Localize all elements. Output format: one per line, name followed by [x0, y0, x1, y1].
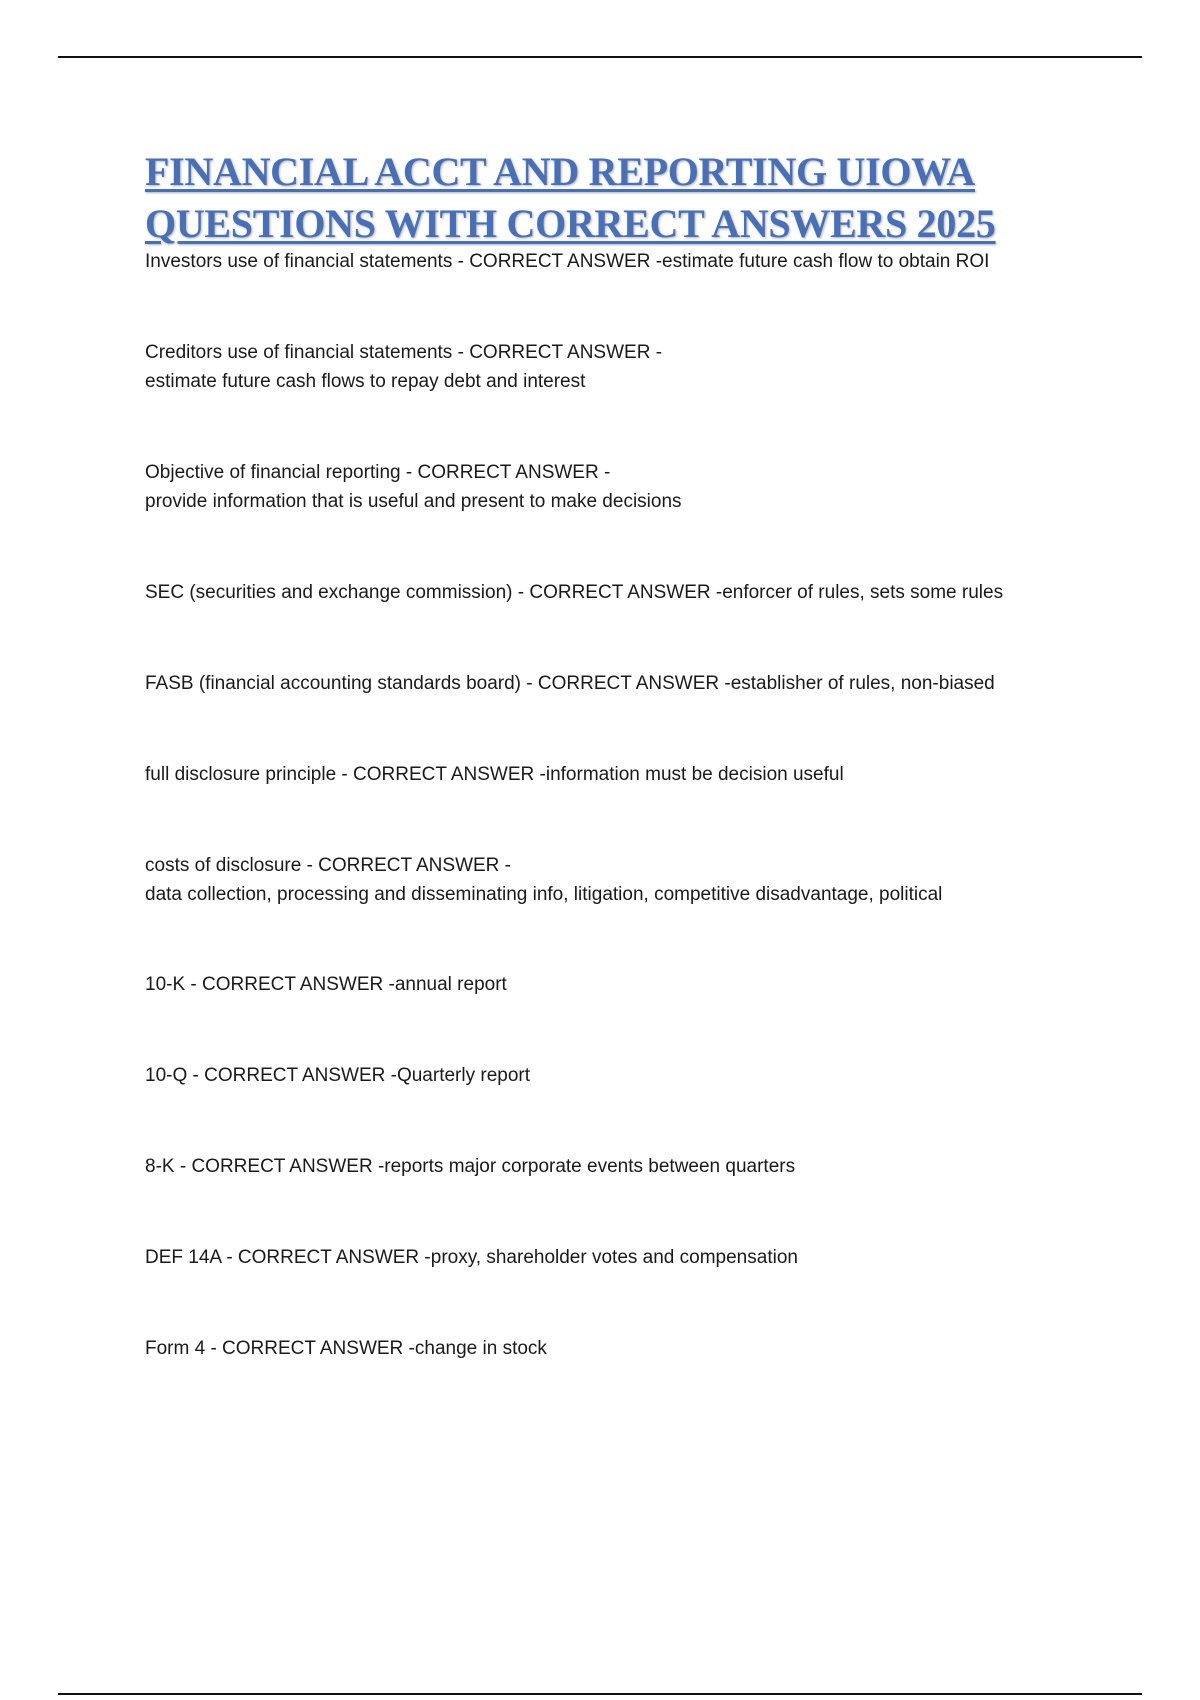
qa-item-sec: [145, 578, 1145, 607]
qa-item-investors: [145, 247, 1145, 276]
qa-text: 10-K - CORRECT ANSWER -annual report: [145, 974, 507, 995]
title-line-2: QUESTIONS WITH CORRECT ANSWERS 2025: [145, 201, 996, 246]
qa-text: full disclosure principle - CORRECT ANSWER -information must be decision useful: [145, 764, 844, 785]
top-rule: [58, 56, 1142, 58]
qa-text: Form 4 - CORRECT ANSWER -change in stock: [145, 1338, 547, 1359]
qa-answer: data collection, processing and disseminating info, litigation, competitive disadvantage, political: [145, 884, 943, 905]
qa-answer: estimate future cash flows to repay debt and interest: [145, 371, 586, 392]
qa-item-creditors: [145, 338, 1145, 396]
qa-text: Objective of financial reporting - CORRECT ANSWER -: [145, 462, 611, 483]
qa-text: Investors use of financial statements - CORRECT ANSWER -estimate future cash flow to obtain ROI: [145, 251, 990, 272]
qa-text: FASB (financial accounting standards board) - CORRECT ANSWER -establisher of rules, non-biased: [145, 673, 995, 694]
qa-item-10k: [145, 970, 1145, 999]
qa-item-form4: [145, 1334, 1145, 1363]
title-line-1: FINANCIAL ACCT AND REPORTING UIOWA: [145, 149, 975, 194]
qa-answer: provide information that is useful and present to make decisions: [145, 491, 682, 512]
qa-text: 10-Q - CORRECT ANSWER -Quarterly report: [145, 1065, 531, 1086]
qa-item-8k: [145, 1152, 1145, 1181]
document-title: [145, 146, 1085, 250]
bottom-rule: [58, 1693, 1142, 1695]
qa-item-objective: [145, 458, 1145, 516]
qa-text: costs of disclosure - CORRECT ANSWER -: [145, 855, 512, 876]
qa-item-full-disclosure: [145, 760, 1145, 789]
qa-text: Creditors use of financial statements - CORRECT ANSWER -: [145, 342, 663, 363]
qa-text: 8-K - CORRECT ANSWER -reports major corporate events between quarters: [145, 1156, 796, 1177]
qa-text: DEF 14A - CORRECT ANSWER -proxy, shareholder votes and compensation: [145, 1247, 798, 1268]
qa-item-10q: [145, 1061, 1145, 1090]
qa-text: SEC (securities and exchange commission) - CORRECT ANSWER -enforcer of rules, sets some rules: [145, 582, 1004, 603]
qa-item-fasb: [145, 669, 1145, 698]
qa-item-costs-of-disclosure: [145, 851, 1145, 909]
qa-item-def14a: [145, 1243, 1145, 1272]
